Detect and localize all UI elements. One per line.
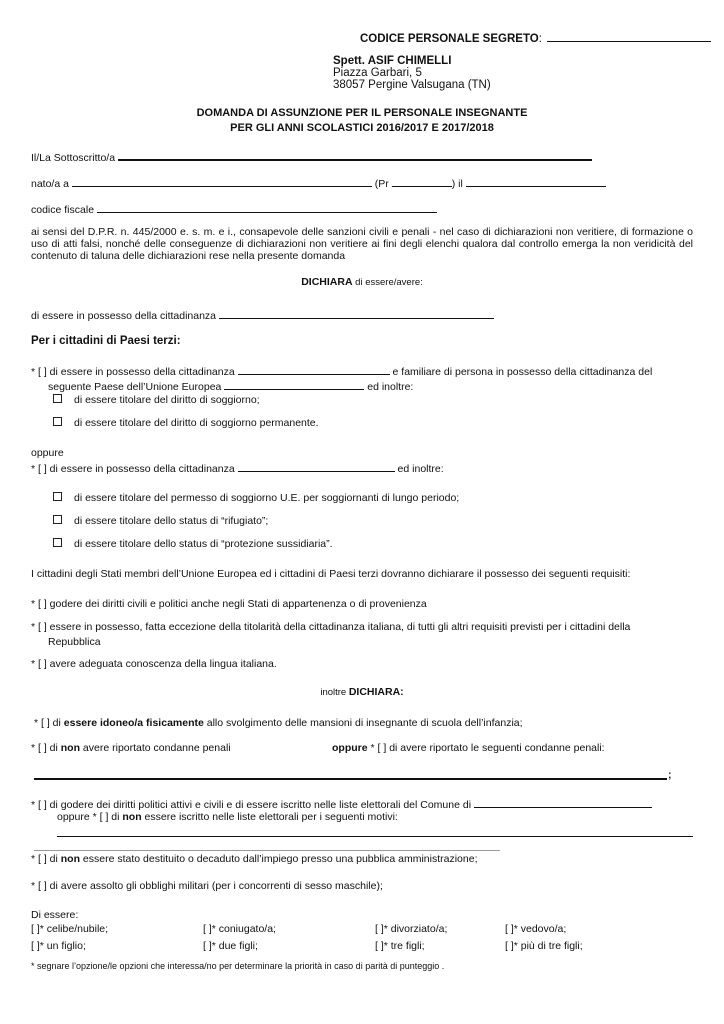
checkbox[interactable] — [53, 417, 62, 426]
birthplace-field[interactable] — [72, 176, 372, 187]
marital-label: Di essere: — [31, 909, 79, 921]
children-option[interactable]: [ ]* due figli; — [203, 940, 258, 952]
birthdate-field[interactable] — [466, 176, 606, 187]
checkbox[interactable] — [53, 515, 62, 524]
legal-notice: ai sensi del D.P.R. n. 445/2000 e. s. m. e i., consapevole delle sanzioni civili e penali - nel caso di dichiarazioni non veritiere, di formazione o uso di atti falsi, nonché delle conseguenze di dichiarazioni non veritiere ai fini degli elenchi qualora dal controllo emerga la non veridicità del contenuto di taluna delle dichiarazioni rese nella presente domanda — [31, 226, 693, 262]
children-option[interactable]: [ ]* tre figli; — [375, 940, 425, 952]
addressee-name: Spett. ASIF CHIMELLI — [333, 55, 452, 67]
or-label: oppure — [31, 447, 64, 459]
children-option[interactable]: [ ]* più di tre figli; — [505, 940, 583, 952]
marital-option[interactable]: [ ]* celibe/nubile; — [31, 923, 109, 935]
eu-requirements-note: I cittadini degli Stati membri dell’Unione Europea ed i cittadini di Paesi terzi dovranno dichiarare il possesso dei seguenti requisiti: — [31, 568, 631, 580]
secret-code-label: CODICE PERSONALE SEGRETO — [360, 33, 539, 45]
fitness-option[interactable]: * [ ] di essere idoneo/a fisicamente allo svolgimento delle mansioni di insegnante di scuola dell’infanzia; — [34, 717, 523, 729]
marital-option[interactable]: [ ]* divorziato/a; — [375, 923, 448, 935]
also-declares-heading: inoltre DICHIARA: — [320, 686, 404, 698]
language-option[interactable]: * [ ] avere adeguata conoscenza della lingua italiana. — [31, 658, 277, 670]
tax-code-field[interactable] — [97, 202, 437, 213]
municipality-field[interactable] — [474, 797, 652, 808]
convictions-semicolon: ; — [668, 769, 672, 781]
checkbox[interactable] — [53, 394, 62, 403]
children-option[interactable]: [ ]* un figlio; — [31, 940, 86, 952]
convictions-alt-option[interactable]: oppure * [ ] di avere riportato le seguenti condanne penali: — [332, 742, 605, 754]
not-registered-reasons-field[interactable] — [57, 836, 693, 837]
citizenship-line: di essere in possesso della cittadinanza — [31, 308, 494, 322]
checkbox[interactable] — [53, 492, 62, 501]
opt1-item: di essere titolare del diritto di soggiorno permanente. — [53, 417, 319, 429]
opt2-citizenship-field[interactable] — [238, 461, 395, 472]
third-country-option2-line: * [ ] di essere in possesso della cittadinanza ed inoltre: — [31, 463, 444, 475]
document-title-line2: PER GLI ANNI SCOLASTICI 2016/2017 E 2017/2018 — [230, 122, 494, 134]
declares-heading: DICHIARA di essere/avere: — [301, 276, 423, 288]
other-requirements-cont: Repubblica — [48, 636, 101, 648]
third-country-option1-line2: seguente Paese dell’Unione Europea ed inoltre: — [48, 381, 414, 393]
political-rights-option[interactable]: * [ ] di godere dei diritti politici attivi e civili e di essere iscritto nelle liste elettorali del Comune di — [31, 797, 652, 811]
third-country-option1-line1: * [ ] di essere in possesso della cittadinanza e familiare di persona in possesso della cittadinanza del — [31, 366, 653, 378]
military-option[interactable]: * [ ] di avere assolto gli obblighi militari (per i concorrenti di sesso maschile); — [31, 880, 383, 892]
opt1-citizenship-field[interactable] — [238, 364, 390, 375]
civil-rights-option[interactable]: * [ ] godere dei diritti civili e politici anche negli Stati di appartenenza o di provenienza — [31, 598, 427, 610]
footnote: * segnare l’opzione/le opzioni che interessa/no per determinare la priorità in caso di parità di punteggio . — [31, 961, 445, 971]
citizenship-field[interactable] — [219, 308, 494, 319]
undersigned-line: Il/La Sottoscritto/a — [31, 149, 592, 164]
addressee-city: 38057 Pergine Valsugana (TN) — [333, 79, 491, 91]
opt2-item: di essere titolare dello status di “protezione sussidiaria”. — [53, 538, 333, 550]
opt1-eu-country-field[interactable] — [224, 379, 364, 390]
opt2-item: di essere titolare del permesso di soggiorno U.E. per soggiornanti di lungo periodo; — [53, 492, 459, 504]
undersigned-field[interactable] — [118, 149, 592, 161]
no-dismissal-option[interactable]: * [ ] di non essere stato destituito o decaduto dall’impiego presso una pubblica amministrazione; — [31, 853, 478, 865]
convictions-field[interactable] — [34, 778, 667, 780]
secret-code-field[interactable] — [547, 31, 711, 42]
no-convictions-option[interactable]: * [ ] di non avere riportato condanne penali — [31, 742, 231, 754]
tax-code-line: codice fiscale — [31, 202, 437, 216]
other-requirements-option[interactable]: * [ ] essere in possesso, fatta eccezione della titolarità della cittadinanza italiana, di tutti gli altri requisiti previsti per i cittadini della — [31, 621, 631, 633]
checkbox[interactable] — [53, 538, 62, 547]
marital-option[interactable]: [ ]* vedovo/a; — [505, 923, 567, 935]
third-country-heading: Per i cittadini di Paesi terzi: — [31, 335, 181, 347]
marital-option[interactable]: [ ]* coniugato/a; — [203, 923, 276, 935]
secret-code-line: CODICE PERSONALE SEGRETO: — [360, 31, 711, 45]
birth-line: nato/a a (Pr ) il — [31, 176, 606, 190]
opt1-item: di essere titolare del diritto di soggiorno; — [53, 394, 260, 406]
opt2-item: di essere titolare dello status di “rifugiato”; — [53, 515, 268, 527]
not-registered-option[interactable]: oppure * [ ] di non essere iscritto nelle liste elettorali per i seguenti motivi: — [57, 811, 398, 823]
addressee-street: Piazza Garbari, 5 — [333, 67, 422, 79]
province-field[interactable] — [392, 176, 452, 187]
divider — [34, 850, 500, 851]
document-title-line1: DOMANDA DI ASSUNZIONE PER IL PERSONALE INSEGNANTE — [196, 107, 528, 119]
